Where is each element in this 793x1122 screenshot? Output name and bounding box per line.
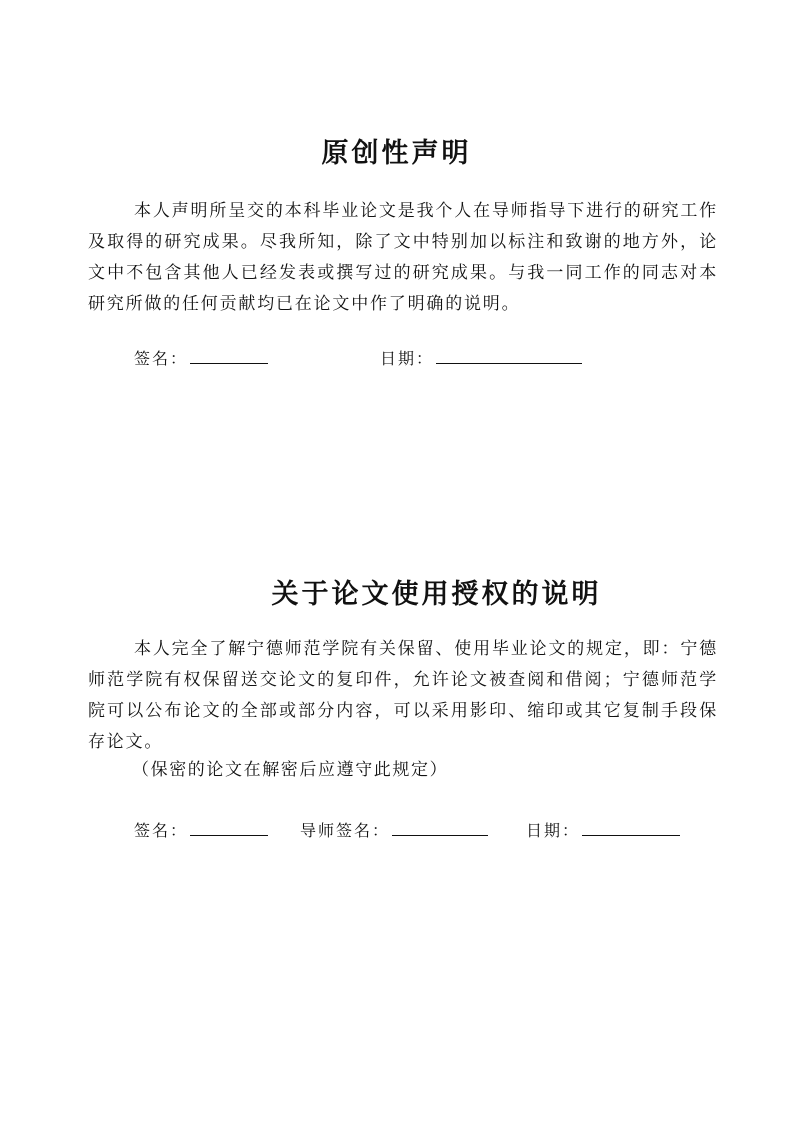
advisor-signature-label: 导师签名：: [300, 821, 391, 840]
authorization-date-field[interactable]: [526, 818, 680, 841]
date-label: 日期：: [380, 349, 435, 368]
declaration-date-field[interactable]: [380, 346, 582, 369]
declaration-signature-field[interactable]: [134, 346, 268, 369]
signature-blank-line[interactable]: [190, 818, 268, 836]
advisor-signature-blank-line[interactable]: [392, 818, 488, 836]
authorization-title: 关于论文使用授权的说明: [271, 579, 602, 610]
date-blank-line[interactable]: [582, 818, 680, 836]
confidentiality-note: （保密的论文在解密后应遵守此规定）: [132, 760, 449, 780]
authorization-signature-field[interactable]: [134, 818, 268, 841]
signature-label: 签名：: [134, 821, 189, 840]
signature-label: 签名：: [134, 349, 189, 368]
date-label: 日期：: [526, 821, 581, 840]
signature-blank-line[interactable]: [190, 346, 268, 364]
declaration-title: 原创性声明: [321, 138, 472, 169]
date-blank-line[interactable]: [436, 346, 582, 364]
authorization-body: 本人完全了解宁德师范学院有关保留、使用毕业论文的规定，即：宁德师范学院有权保留送交论文的复印件，允许论文被查阅和借阅；宁德师范学院可以公布论文的全部或部分内容，可以采用影印、缩印或其它复制手段保存论文。: [88, 639, 718, 752]
advisor-signature-field[interactable]: [300, 818, 488, 841]
declaration-body: 本人声明所呈交的本科毕业论文是我个人在导师指导下进行的研究工作及取得的研究成果。尽我所知，除了文中特别加以标注和致谢的地方外，论文中不包含其他人已经发表或撰写过的研究成果。与我一同工作的同志对本研究所做的任何贡献均已在论文中作了明确的说明。: [88, 201, 718, 314]
